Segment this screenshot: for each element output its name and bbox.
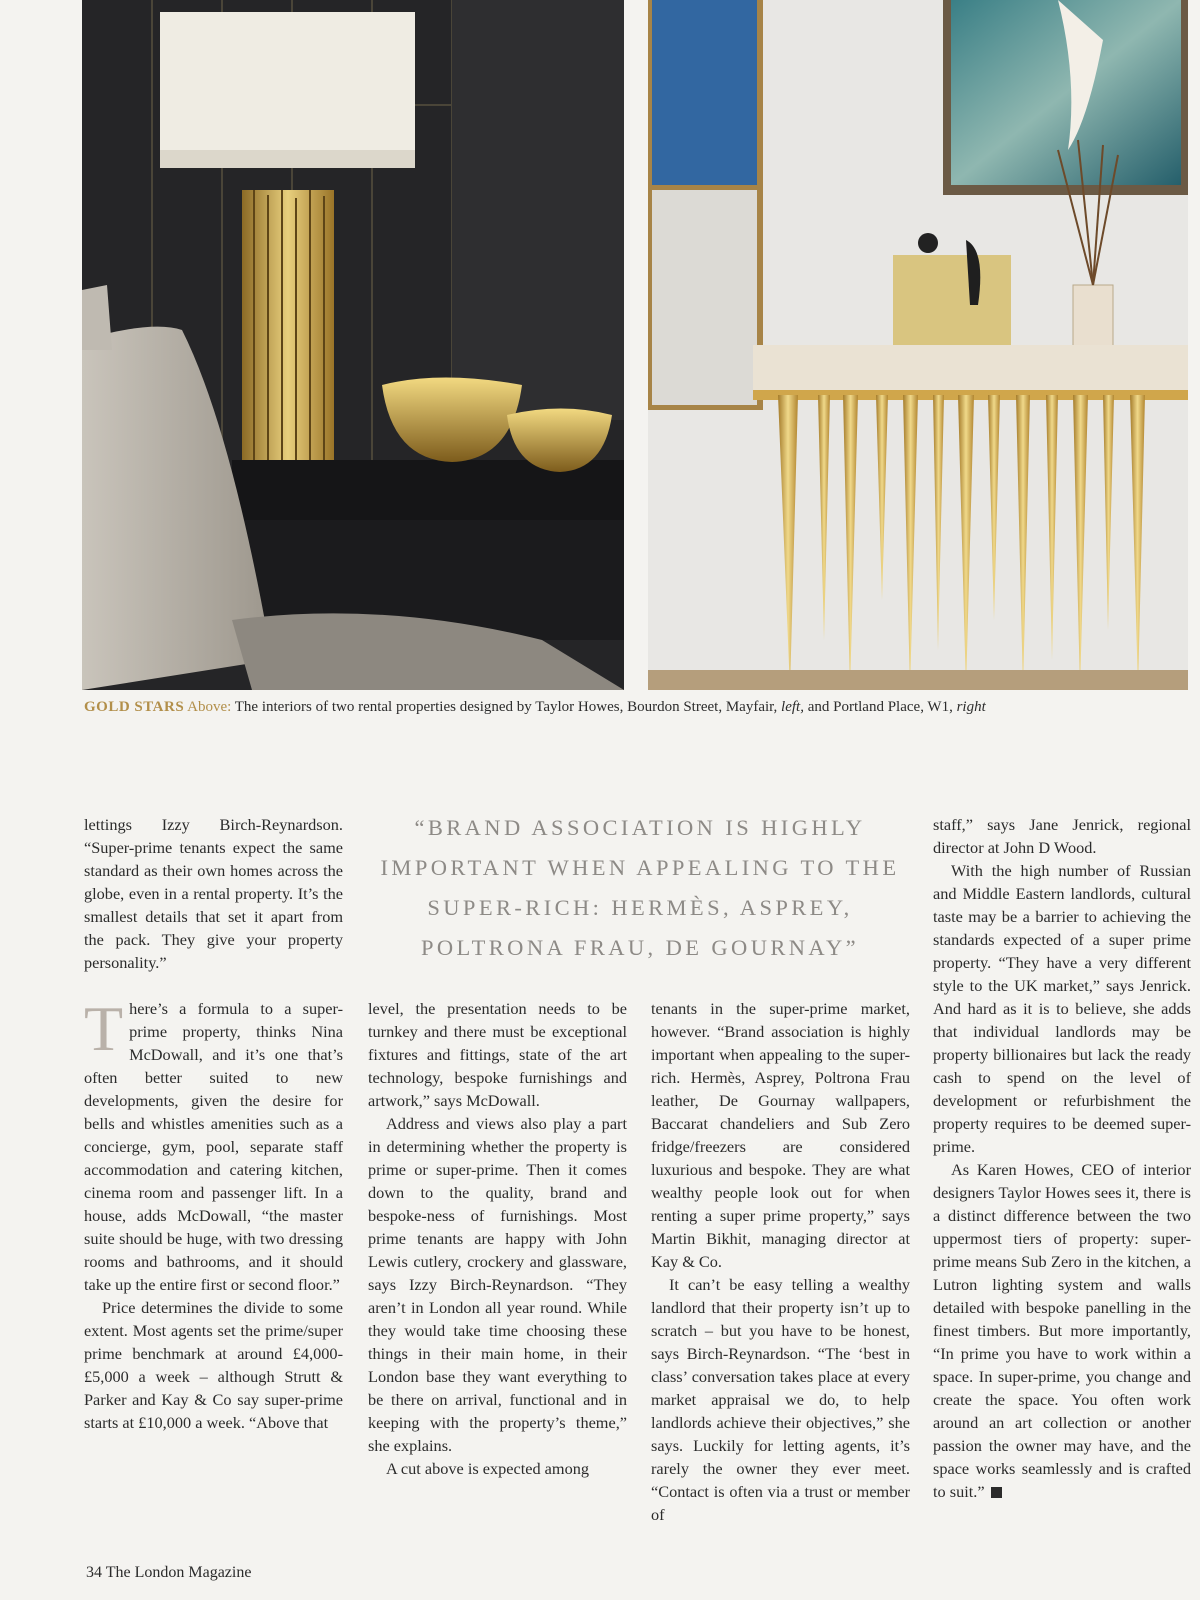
- col2-paragraph-2: Address and views also play a part in determining whether the property is prime or super-prime. Then it comes down to the quality, brand and bespoke-ness of furnishings. Most prime tenants are happy with John Lewis cutlery, crockery and glassware, says Izzy Birch-Reynardson. “They aren’t in London all year round. While they would take time choosing these things in their main home, in their London base they want everything to be there on arrival, functional and in keeping with the property’s theme,” she explains.: [368, 1114, 627, 1455]
- photo-portland-place-interior: [648, 0, 1188, 690]
- page-number: 34: [86, 1564, 102, 1581]
- magazine-name: The London Magazine: [105, 1564, 252, 1581]
- col4-paragraph-3-text: As Karen Howes, CEO of interior designers Taylor Howes sees it, there is a distinct difference between the two uppermost tiers of property: super-prime means Sub Zero in the kitchen, a Lutron lighting system and walls detailed with bespoke panelling in the finest timbers. But more importantly, “In prime you have to work within a space. In super-prime, you change and create the space. You often work around an art collection or another passion the owner may have, and the space works seamlessly and is crafted to suit.”: [933, 1160, 1191, 1501]
- photo-caption: [84, 699, 1184, 716]
- col4-paragraph-3: [933, 1158, 1191, 1503]
- caption-right: right: [956, 699, 986, 715]
- page-footer: [86, 1564, 251, 1582]
- article-column-3: [651, 997, 910, 1526]
- caption-lead: Above:: [187, 699, 232, 715]
- col1-paragraph-2: [84, 993, 343, 1296]
- drop-cap: T: [84, 993, 124, 1064]
- col3-paragraph-1: tenants in the super-prime market, however. “Brand association is highly important when appealing to the super-rich. Hermès, Asprey, Poltrona Frau leather, De Gournay wallpapers, Baccarat chandeliers and Sub Zero fridge/freezers are considered luxurious and bespoke. They are what wealthy people look out for when renting a super prime property,” says Martin Bikhit, managing director at Kay & Co.: [651, 999, 910, 1271]
- pull-quote: “BRAND ASSOCIATION IS HIGHLY IMPORTANT WHEN APPEALING TO THE SUPER-RICH: HERMÈS, ASPREY, POLTRONA FRAU, DE GOURNAY”: [380, 815, 900, 960]
- caption-kicker: GOLD STARS: [84, 699, 185, 715]
- article-column-1-continued: [84, 993, 343, 1434]
- col2-paragraph-1: level, the presentation needs to be turnkey and there must be exceptional fixtures and fittings, state of the art technology, bespoke furnishings and artwork,” says McDowall.: [368, 999, 627, 1110]
- bedroom-lamp-illustration: [82, 0, 624, 690]
- caption-mid: and Portland Place, W1,: [807, 699, 953, 715]
- end-mark-icon: [991, 1487, 1002, 1498]
- caption-left: left,: [781, 699, 804, 715]
- caption-text: The interiors of two rental properties designed by Taylor Howes, Bourdon Street, Mayfair,: [234, 699, 778, 715]
- console-table-illustration: [648, 0, 1188, 690]
- article-column-4: [933, 813, 1191, 1503]
- col4-paragraph-2: With the high number of Russian and Middle Eastern landlords, cultural taste may be a barrier to achieving the standards expected of a super prime property. “They have a very different style to the UK market,” says Jenrick. And hard as it is to believe, she adds that individual landlords may be property billionaires but lack the ready cash to spend on the level of development or refurbishment the property requires to be deemed super-prime.: [933, 861, 1191, 1156]
- col1-paragraph-1: lettings Izzy Birch-Reynardson. “Super-prime tenants expect the same standard as their own homes across the globe, even in a rental property. It’s the smallest details that set it apart from the pack. They give your property personality.”: [84, 815, 343, 972]
- col1-paragraph-2-text: here’s a formula to a super-prime property, thinks Nina McDowall, and it’s one that’s often better suited to new developments, given the desire for bells and whistles amenities such as a concierge, gym, pool, separate staff accommodation and catering kitchen, cinema room and passenger lift. In a house, adds McDowall, “the master suite should be huge, with two dressing rooms and bathrooms, and it should take up the entire first or second floor.”: [84, 999, 343, 1294]
- article-column-1: [84, 813, 343, 974]
- col3-paragraph-2: It can’t be easy telling a wealthy landlord that their property isn’t up to scratch – but you have to be honest, says Birch-Reynardson. “The ‘best in class’ conversation takes place at every market appraisal we do, to help landlords achieve their objectives,” she says. Luckily for letting agents, it’s rarely the owner they ever meet. “Contact is often via a trust or member of: [651, 1275, 910, 1524]
- article-column-2: [368, 997, 627, 1480]
- col4-paragraph-1: staff,” says Jane Jenrick, regional director at John D Wood.: [933, 815, 1191, 857]
- col1-paragraph-3: Price determines the divide to some extent. Most agents set the prime/super prime benchmark at around £4,000-£5,000 a week – although Strutt & Parker and Kay & Co say super-prime starts at £10,000 a week. “Above that: [84, 1298, 343, 1432]
- photo-bourdon-street-interior: [82, 0, 624, 690]
- col2-paragraph-3: A cut above is expected among: [386, 1459, 589, 1478]
